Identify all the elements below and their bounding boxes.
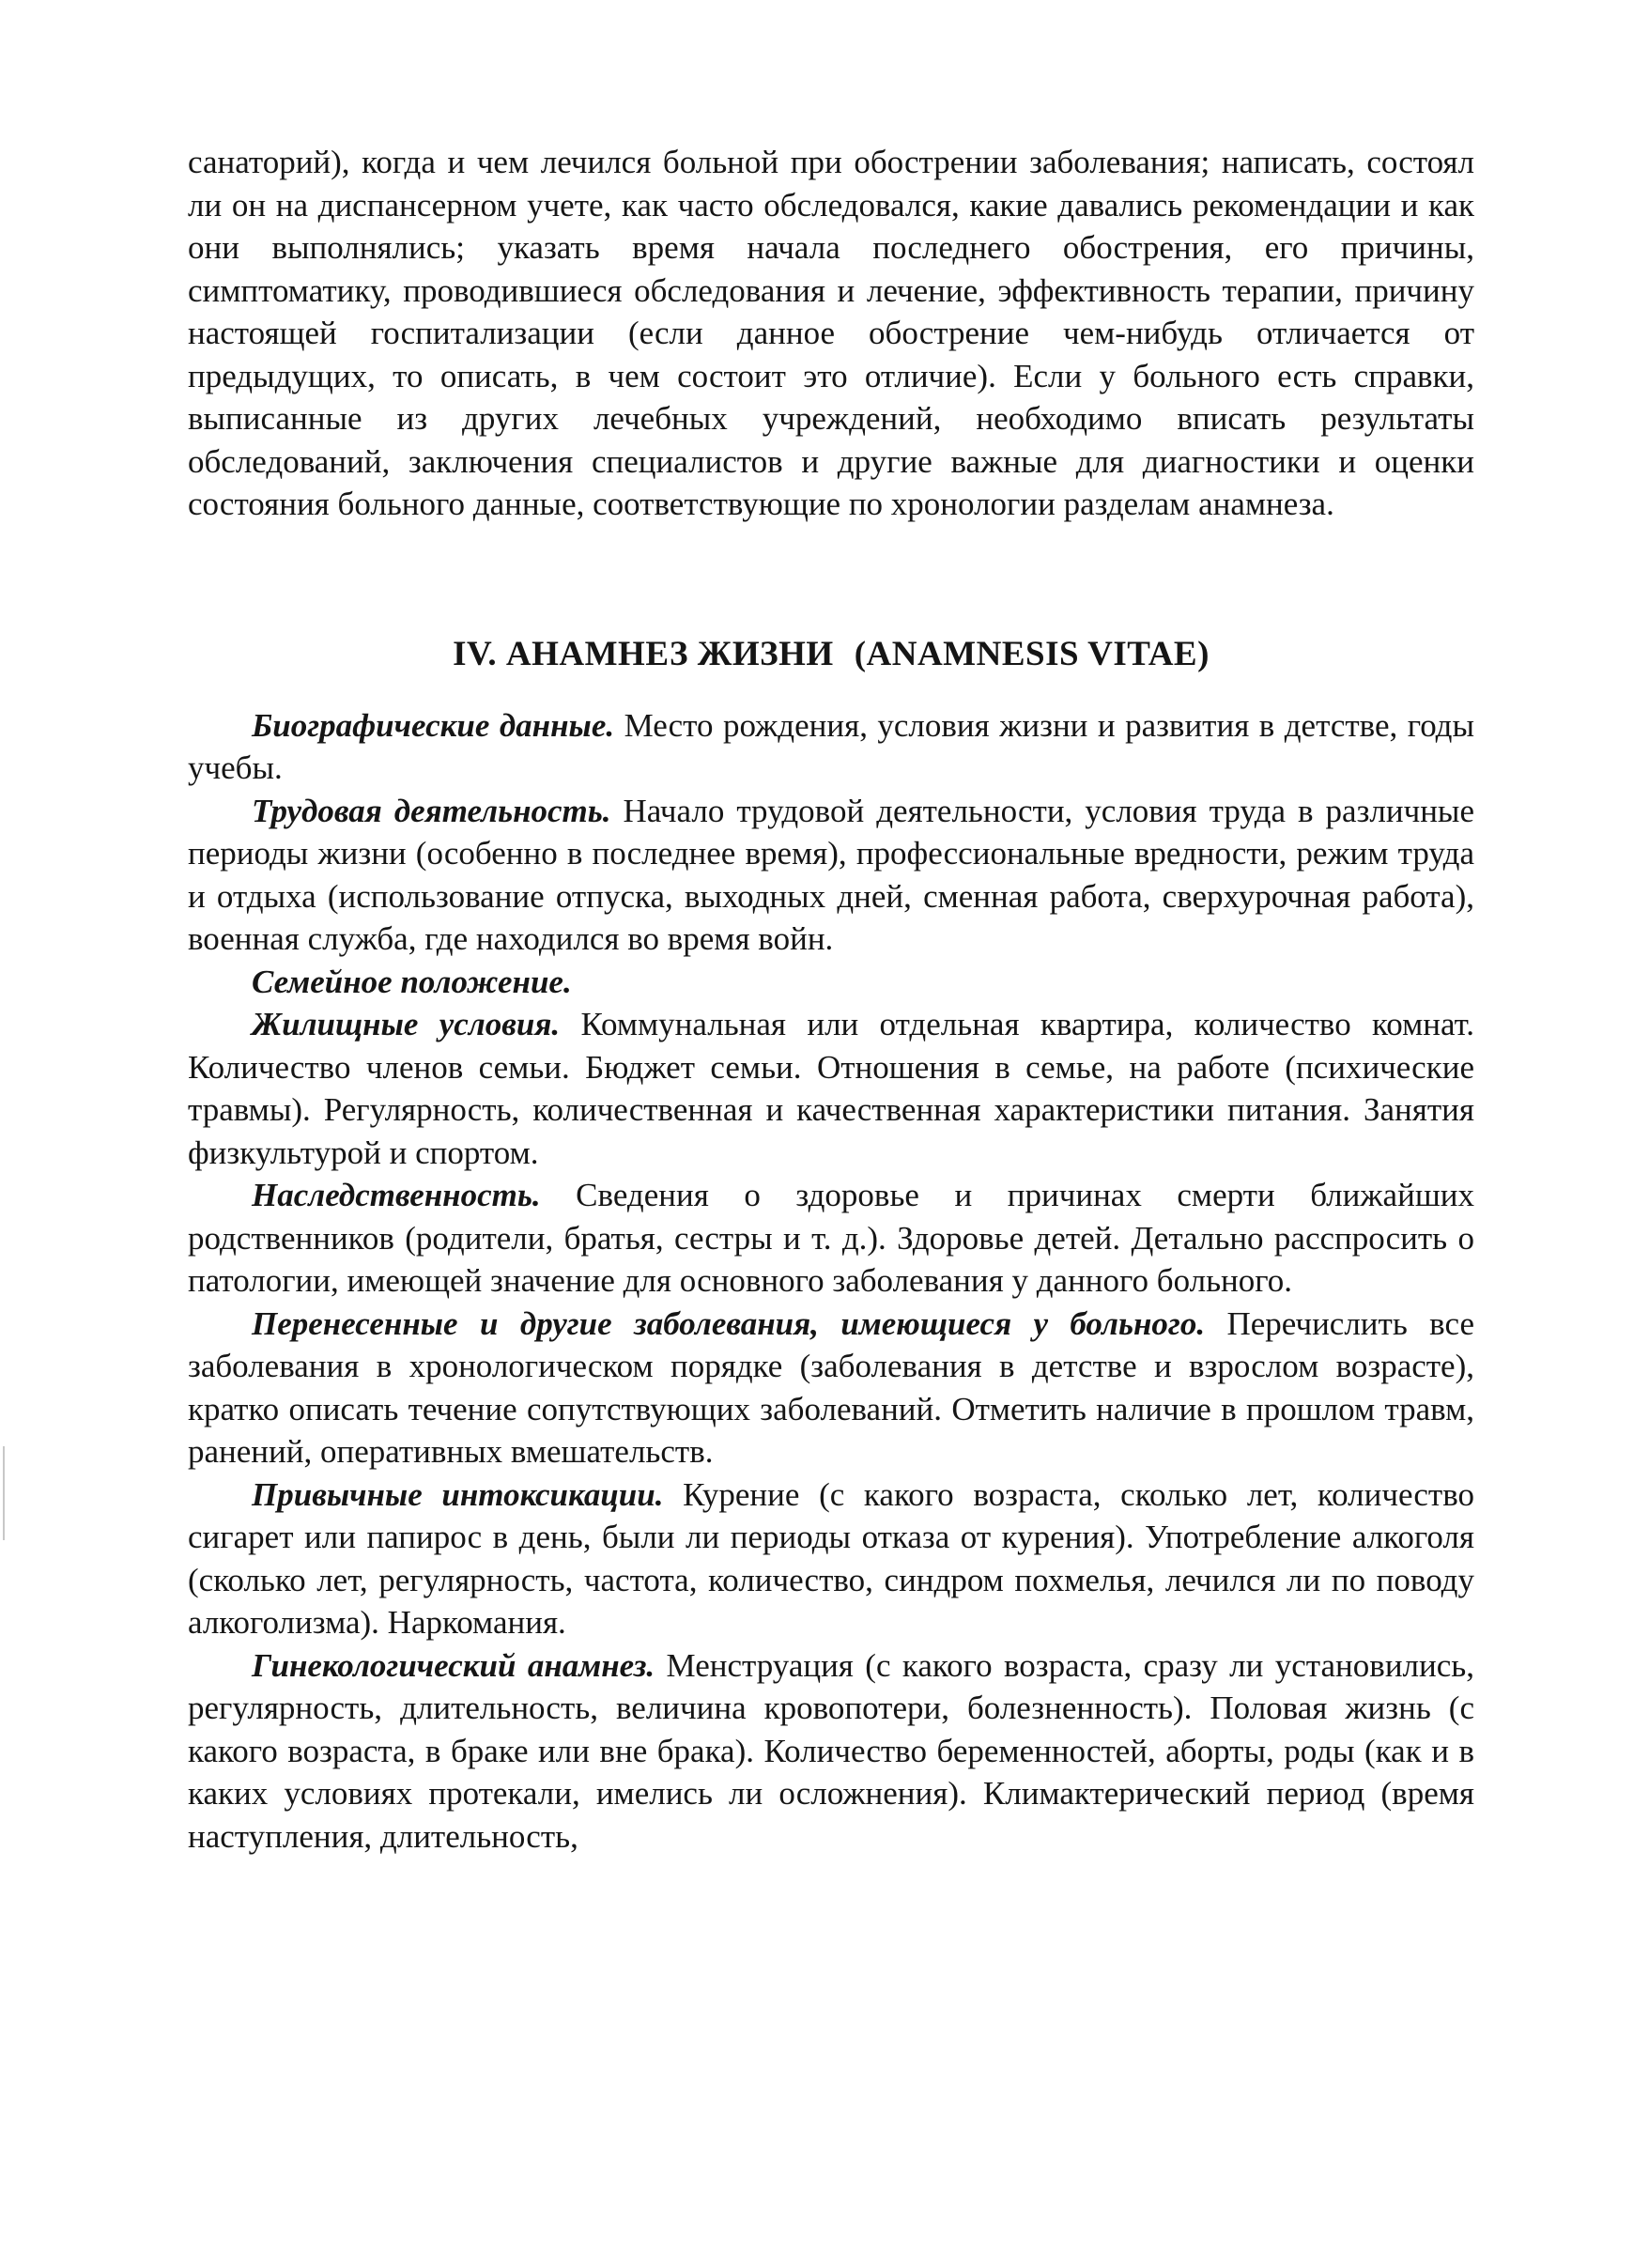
paragraph-family bbox=[188, 961, 1474, 1004]
document-page bbox=[188, 141, 1474, 1858]
text-heredity: Сведения о здоровье и причинах смерти ближайших родственников (родители, братья, сестры и т. д.). Здоровье детей. Детально расспросить о патологии, имеющей значение для основного заболевания у данного больного. bbox=[188, 1177, 1474, 1299]
term-intoxications: Привычные интоксикации. bbox=[252, 1475, 664, 1513]
term-past-diseases: Перенесенные и другие заболевания, имеющиеся у больного. bbox=[252, 1304, 1206, 1342]
text-past-diseases: Перечислить все заболевания в хронологическом порядке (заболевания в детстве и взрослом возрасте), кратко описать течение сопутствующих заболеваний. Отметить наличие в прошлом травм, ранений, оперативных вмешательств. bbox=[188, 1304, 1474, 1470]
text-biography: Место рождения, условия жизни и развития в детстве, годы учебы. bbox=[188, 706, 1475, 786]
term-work: Трудовая деятельность. bbox=[252, 792, 611, 829]
paragraph-biography bbox=[188, 704, 1474, 790]
text-work: Начало трудовой деятельности, условия труда в различные периоды жизни (особенно в последнее время), профессиональные вредности, режим труда и отдыха (использование отпуска, выходных дней, сменная работа, сверхурочная работа), военная служба, где находился во время войн. bbox=[188, 792, 1474, 957]
section-title-lat: (ANAMNESIS VITAE) bbox=[854, 634, 1210, 673]
term-gynecology: Гинекологический анамнез. bbox=[252, 1646, 655, 1684]
paragraph-gynecology bbox=[188, 1644, 1474, 1859]
text-gynecology: Менструация (с какого возраста, сразу ли установились, регулярность, длительность, величина кровопотери, болезненность). Половая жизнь (с какого возраста, в браке или вне брака). Количество беременностей, аборты, роды (как и в каких условиях протекали, имелись ли осложнения). Климактерический период (время наступления, длительность, bbox=[188, 1646, 1474, 1855]
section-title-ru: IV. АНАМНЕЗ ЖИЗНИ bbox=[453, 634, 834, 673]
intro-paragraph: санаторий), когда и чем лечился больной при обострении заболевания; написать, состоял ли он на диспансерном учете, как часто обследовался, какие давались рекомендации и как они выполнялись; указать время начала последнего обострения, его причины, симптоматику, проводившиеся обследования и лечение, эффективность терапии, причину настоящей госпитализации (если данное обострение чем-нибудь отличается от предыдущих, то описать, в чем состоит это отличие). Если у больного есть справки, выписанные из других лечебных учреждений, необходимо вписать результаты обследований, заключения специалистов и другие важные для диагностики и оценки состояния больного данные, соответствующие по хронологии разделам анамнеза. bbox=[188, 144, 1474, 522]
paragraph-past-diseases bbox=[188, 1303, 1474, 1473]
term-heredity: Наследственность. bbox=[252, 1177, 541, 1213]
scan-edge-mark bbox=[3, 1446, 5, 1540]
term-family: Семейное положение. bbox=[252, 963, 572, 1000]
term-housing: Жилищные условия. bbox=[252, 1006, 561, 1042]
term-biography: Биографические данные. bbox=[252, 706, 615, 744]
text-housing: Коммунальная или отдельная квартира, количество комнат. Количество членов семьи. Бюджет семьи. Отношения в семье, на работе (психические травмы). Регулярность, количественная и качественная характеристики питания. Занятия физкультурой и спортом. bbox=[188, 1006, 1474, 1171]
paragraph-heredity bbox=[188, 1174, 1474, 1303]
text-intoxications: Курение (с какого возраста, сколько лет, количество сигарет или папирос в день, были ли периоды отказа от курения). Употребление алкоголя (сколько лет, регулярность, частота, количество, синдром похмелья, лечился ли по поводу алкоголизма). Наркомания. bbox=[188, 1475, 1474, 1641]
paragraph-intoxications bbox=[188, 1473, 1474, 1644]
section-heading bbox=[188, 631, 1474, 678]
paragraph-housing bbox=[188, 1003, 1474, 1174]
paragraph-work bbox=[188, 790, 1474, 961]
